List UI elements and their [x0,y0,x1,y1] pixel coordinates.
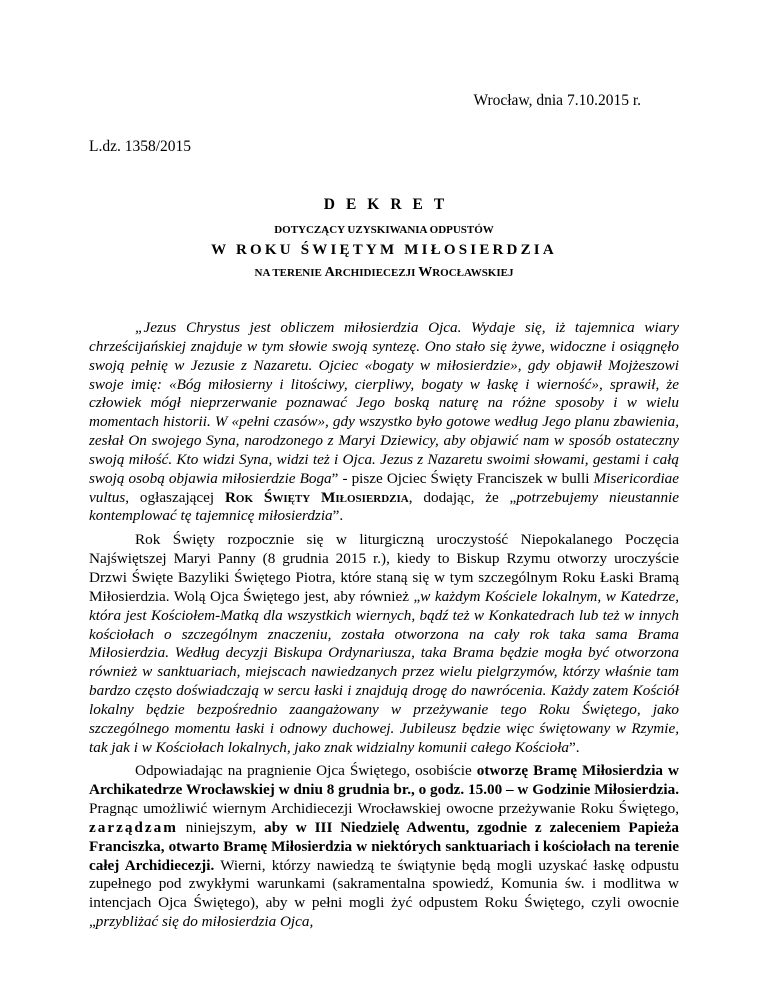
text-span: ”. [569,738,580,756]
subtitle-line-3-part: RCHIDIECEZJI [334,267,419,279]
quote-text: przybliżać się do miłosierdzia Ojca, [95,913,314,931]
text-span: ” - pisze Ojciec Święty Franciszek w bulli [331,469,594,487]
quote-text: „Jezus Chrystus jest obliczem miłosierdzia Ojca. Wydaje się, iż tajemnica wiary chrześcijańskiej znajduje w tym słowie swoją syntezę. Ono stało się żywe, widoczne i osiągnęło swoją pełnię w Jezusie z Nazaretu. Ojciec «bogaty w miłosierdzie», gdy objawił Mojżeszowi swoje imię: «Bóg miłosierny i litościwy, cierpliwy, bogaty w łaskę i wierność», sprawił, że człowiek mógł nieprzerwanie poznawać Jego boską naturę na różne sposoby i w wielu momentach historii. W «pełni czasów», gdy wszystko było gotowe według Jego planu zbawienia, zesłał On swojego Syna, narodzonego z Maryi Dziewicy, aby objawić nam w sposób ostateczny swoją miłość. Kto widzi Syna, widzi też i Ojca. Jezus z Nazaretu swoimi słowami, gestami i całą swoją osobą objawia miłosierdzie Boga [89,319,679,487]
text-span: Wierni, którzy nawiedzą te świątynie będą mogli uzyskać łaskę odpustu zupełnego pod zwykłymi warunkami (sakramentalna spowiedź, Komunia św. i modlitwa w intencjach Ojca Świętego), aby w pełni mogli żyć odpustem Roku Świętego, czyli owocnie „ [89,856,679,931]
paragraph-2 [89,531,679,757]
decree-word: zarządzam [89,818,178,836]
paragraph-1 [89,319,679,526]
paragraph-3 [89,762,679,932]
subtitle-line-3-part: W [418,265,433,280]
date-line: Wrocław, dnia 7.10.2015 r. [473,92,641,109]
text-span: , ogłaszającej [125,488,225,506]
quote-text: w każdym Kościele lokalnym, w Katedrze, która jest Kościołem-Matką dla wszystkich wiernych, bądź też w Konkatedrach lub też w innych kościołach o szczególnym znaczeniu, została otworzona na cały rok taka sama Brama Miłosierdzia. Według decyzji Biskupa Ordynariusza, taka Brama będzie mogła być otworzona również w sanktuariach, miejscach nawiedzanych przez wielu pielgrzymów, którzy właśnie tam bardzo często doświadczają w sercu łaski i znajdują drogę do nawrócenia. Każdy zatem Kościół lokalny będzie bezpośrednio zaangażowany w przeżywanie tego Roku Świętego, jako szczególnego momentu łaski i odnowy duchowej. Jubileusz będzie więc świętowany w Rzymie, tak jak i w Kościołach lokalnych, jako znak widzialny komunii całego Kościoła [89,587,679,756]
text-span: Odpowiadając na pragnienie Ojca Świętego, osobiście [135,762,477,780]
subtitle-line-3-part: NA TERENIE [254,267,325,279]
subtitle-line-3-part: ROCŁAWSKIEJ [432,267,514,279]
subtitle-line-3 [0,265,768,281]
text-span: Rok Święty rozpocznie się w liturgiczną uroczystość Niepokalanego Poczęcia Najświętszej Maryi Panny (8 grudnia 2015 r.), kiedy to Biskup Rzymu otworzy uroczyście Drzwi Święte Bazyliki Świętego Piotra, które staną się w tym szczególnym Roku Łaski Bramą Miłosierdzia. Wolą Ojca Świętego jest, aby również „ [89,531,679,605]
reference-number: L.dz. 1358/2015 [89,138,192,155]
document-title: DEKRET [323,196,456,213]
year-name: Rok Święty Miłosierdzia [224,488,409,506]
text-span: , dodając, że „ [408,488,517,506]
text-span: Pragnąc umożliwić wiernym Archidiecezji Wrocławskiej owocne przeżywanie Roku Świętego, [89,800,679,818]
text-span: niniejszym, [177,818,265,836]
bold-text: otworzę Bramę Miłosierdzia w Archikatedrze Wrocławskiej w dniu 8 grudnia br., o godz. 15.00 – w Godzinie Miłosierdzia. [89,762,679,799]
text-span: ”. [332,507,344,525]
subtitle-line-2: W ROKU ŚWIĘTYM MIŁOSIERDZIA [211,242,557,258]
subtitle-line-1: DOTYCZĄCY UZYSKIWANIA ODPUSTÓW [274,224,494,236]
bull-title: Misericordiae vultus [89,469,680,506]
quote-text: potrzebujemy nieustannie kontemplować tę tajemnicę miłosierdzia [89,488,679,525]
bold-text: aby w III Niedzielę Adwentu, zgodnie z zaleceniem Papieża Franciszka, otwarto Bramę Miłosierdzia w niektórych sanktuariach i kościołach na terenie całej Archidiecezji. [89,818,679,874]
document-body [89,319,679,937]
subtitle-line-3-part: A [324,265,335,280]
